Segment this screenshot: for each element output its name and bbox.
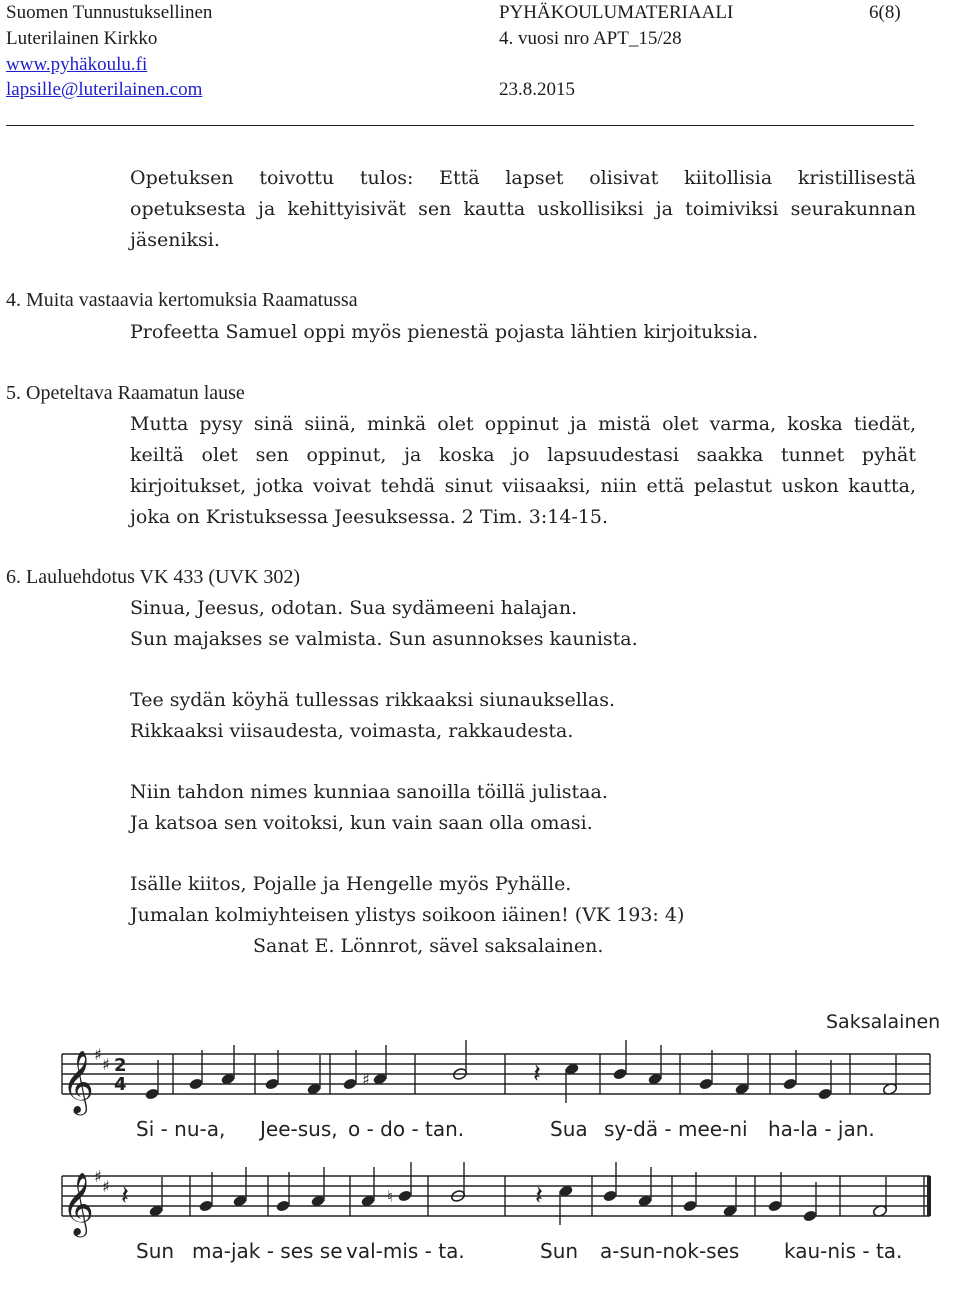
- header-rule: [6, 125, 914, 126]
- quarter-rest-icon: 𝄽: [121, 1181, 129, 1211]
- hymn-verse-1-line-1: Sinua, Jeesus, odotan. Sua sydämeeni halajan.: [130, 597, 578, 619]
- staff-system-2: [62, 1176, 930, 1216]
- time-signature-bottom: 4: [114, 1074, 127, 1095]
- intro-line-1: Opetuksen toivottu tulos: Että lapset olisivat kiitollisia kristillisestä: [130, 167, 916, 189]
- org-name-line1: Suomen Tunnustuksellinen: [6, 2, 213, 23]
- quarter-rest-icon: 𝄽: [535, 1181, 543, 1211]
- lyric-syllables: Si - nu-a,: [136, 1117, 226, 1141]
- intro-line-2: opetuksesta ja kehittyisivät sen kautta uskollisiksi ja toimiviksi seurakunnan: [130, 198, 916, 220]
- sharp-f-2: ♯: [94, 1167, 102, 1186]
- quarter-rest-icon: 𝄽: [533, 1059, 541, 1089]
- melody-origin-label: Saksalainen: [826, 1011, 941, 1033]
- lyric-syllables: val-mis - ta.: [346, 1239, 465, 1263]
- lyric-syllables: Sun: [136, 1239, 175, 1263]
- hymn-verse-1-line-2: Sun majakses se valmista. Sun asunnokses kaunista.: [130, 628, 638, 650]
- document-title: PYHÄKOULUMATERIAALI: [499, 2, 734, 23]
- lyric-syllables: Jee-sus,: [260, 1117, 338, 1141]
- document-date: 23.8.2015: [499, 79, 575, 100]
- lyric-syllables: Sun: [540, 1239, 579, 1263]
- intro-line-3: jäseniksi.: [130, 229, 220, 251]
- sharp-accidental-icon: ♯: [362, 1070, 370, 1089]
- lyric-syllables: Sua: [550, 1117, 588, 1141]
- hymn-verse-3-line-2: Ja katsoa sen voitoksi, kun vain saan olla omasi.: [130, 812, 593, 834]
- lyric-syllables: a-sun-nok-ses: [600, 1239, 740, 1263]
- section-4-body: Profeetta Samuel oppi myös pienestä pojasta lähtien kirjoituksia.: [130, 321, 759, 343]
- hymn-verse-2-line-2: Rikkaaksi viisaudesta, voimasta, rakkaudesta.: [130, 720, 574, 742]
- lyrics-system-1: [136, 1117, 875, 1141]
- sharp-f-1: ♯: [94, 1045, 102, 1064]
- hymn-verse-2-line-1: Tee sydän köyhä tullessas rikkaaksi siunauksellas.: [130, 689, 616, 711]
- treble-clef-2: 𝄞: [62, 1172, 94, 1235]
- treble-clef-1: 𝄞: [62, 1050, 94, 1113]
- email-link[interactable]: lapsille@luterilainen.com: [6, 79, 203, 100]
- lyric-syllables: kau-nis - ta.: [784, 1239, 903, 1263]
- sharp-c-1: ♯: [102, 1055, 110, 1074]
- bible-verse-line-3: kirjoitukset, jotka voivat tehdä sinut viisaaksi, niin että pelastut uskon kautta,: [130, 475, 916, 497]
- section-4-heading: 4. Muita vastaavia kertomuksia Raamatussa: [6, 289, 358, 311]
- lyric-syllables: ma-jak - ses se: [192, 1239, 343, 1263]
- hymn-verse-4-line-1: Isälle kiitos, Pojalle ja Hengelle myös Pyhälle.: [130, 873, 572, 895]
- document-subtitle: 4. vuosi nro APT_15/28: [499, 28, 682, 49]
- lyric-syllables: ha-la - jan.: [768, 1117, 875, 1141]
- time-signature-top: 2: [114, 1055, 127, 1076]
- final-barline: [927, 1176, 931, 1216]
- section-6-heading: 6. Lauluehdotus VK 433 (UVK 302): [6, 566, 301, 588]
- section-5-heading: 5. Opeteltava Raamatun lause: [6, 382, 245, 404]
- bible-verse-line-1: Mutta pysy sinä siinä, minkä olet oppinut ja mistä olet varma, koska tiedät,: [130, 413, 916, 435]
- website-link[interactable]: www.pyhäkoulu.fi: [6, 54, 148, 75]
- page-number: 6(8): [869, 2, 901, 23]
- bible-verse-line-2: keiltä olet sen oppinut, ja koska jo lapsuudestasi saakka tunnet pyhät: [130, 444, 916, 466]
- natural-accidental-icon: ♮: [387, 1187, 393, 1206]
- lyric-syllables: o - do - tan.: [348, 1117, 465, 1141]
- lyric-syllables: sy-dä - mee-ni: [604, 1117, 748, 1141]
- sharp-c-2: ♯: [102, 1177, 110, 1196]
- hymn-verse-4-line-2: Jumalan kolmiyhteisen ylistys soikoon iäinen! (VK 193: 4): [130, 904, 685, 926]
- bible-verse-line-4: joka on Kristuksessa Jeesuksessa. 2 Tim. 3:14-15.: [130, 506, 609, 528]
- org-name-line2: Luterilainen Kirkko: [6, 28, 158, 49]
- hymn-credits: Sanat E. Lönnrot, sävel saksalainen.: [253, 935, 604, 957]
- hymn-verse-3-line-1: Niin tahdon nimes kunniaa sanoilla töillä julistaa.: [130, 781, 608, 803]
- sheet-music: [0, 1000, 960, 1314]
- lyrics-system-2: [136, 1239, 902, 1263]
